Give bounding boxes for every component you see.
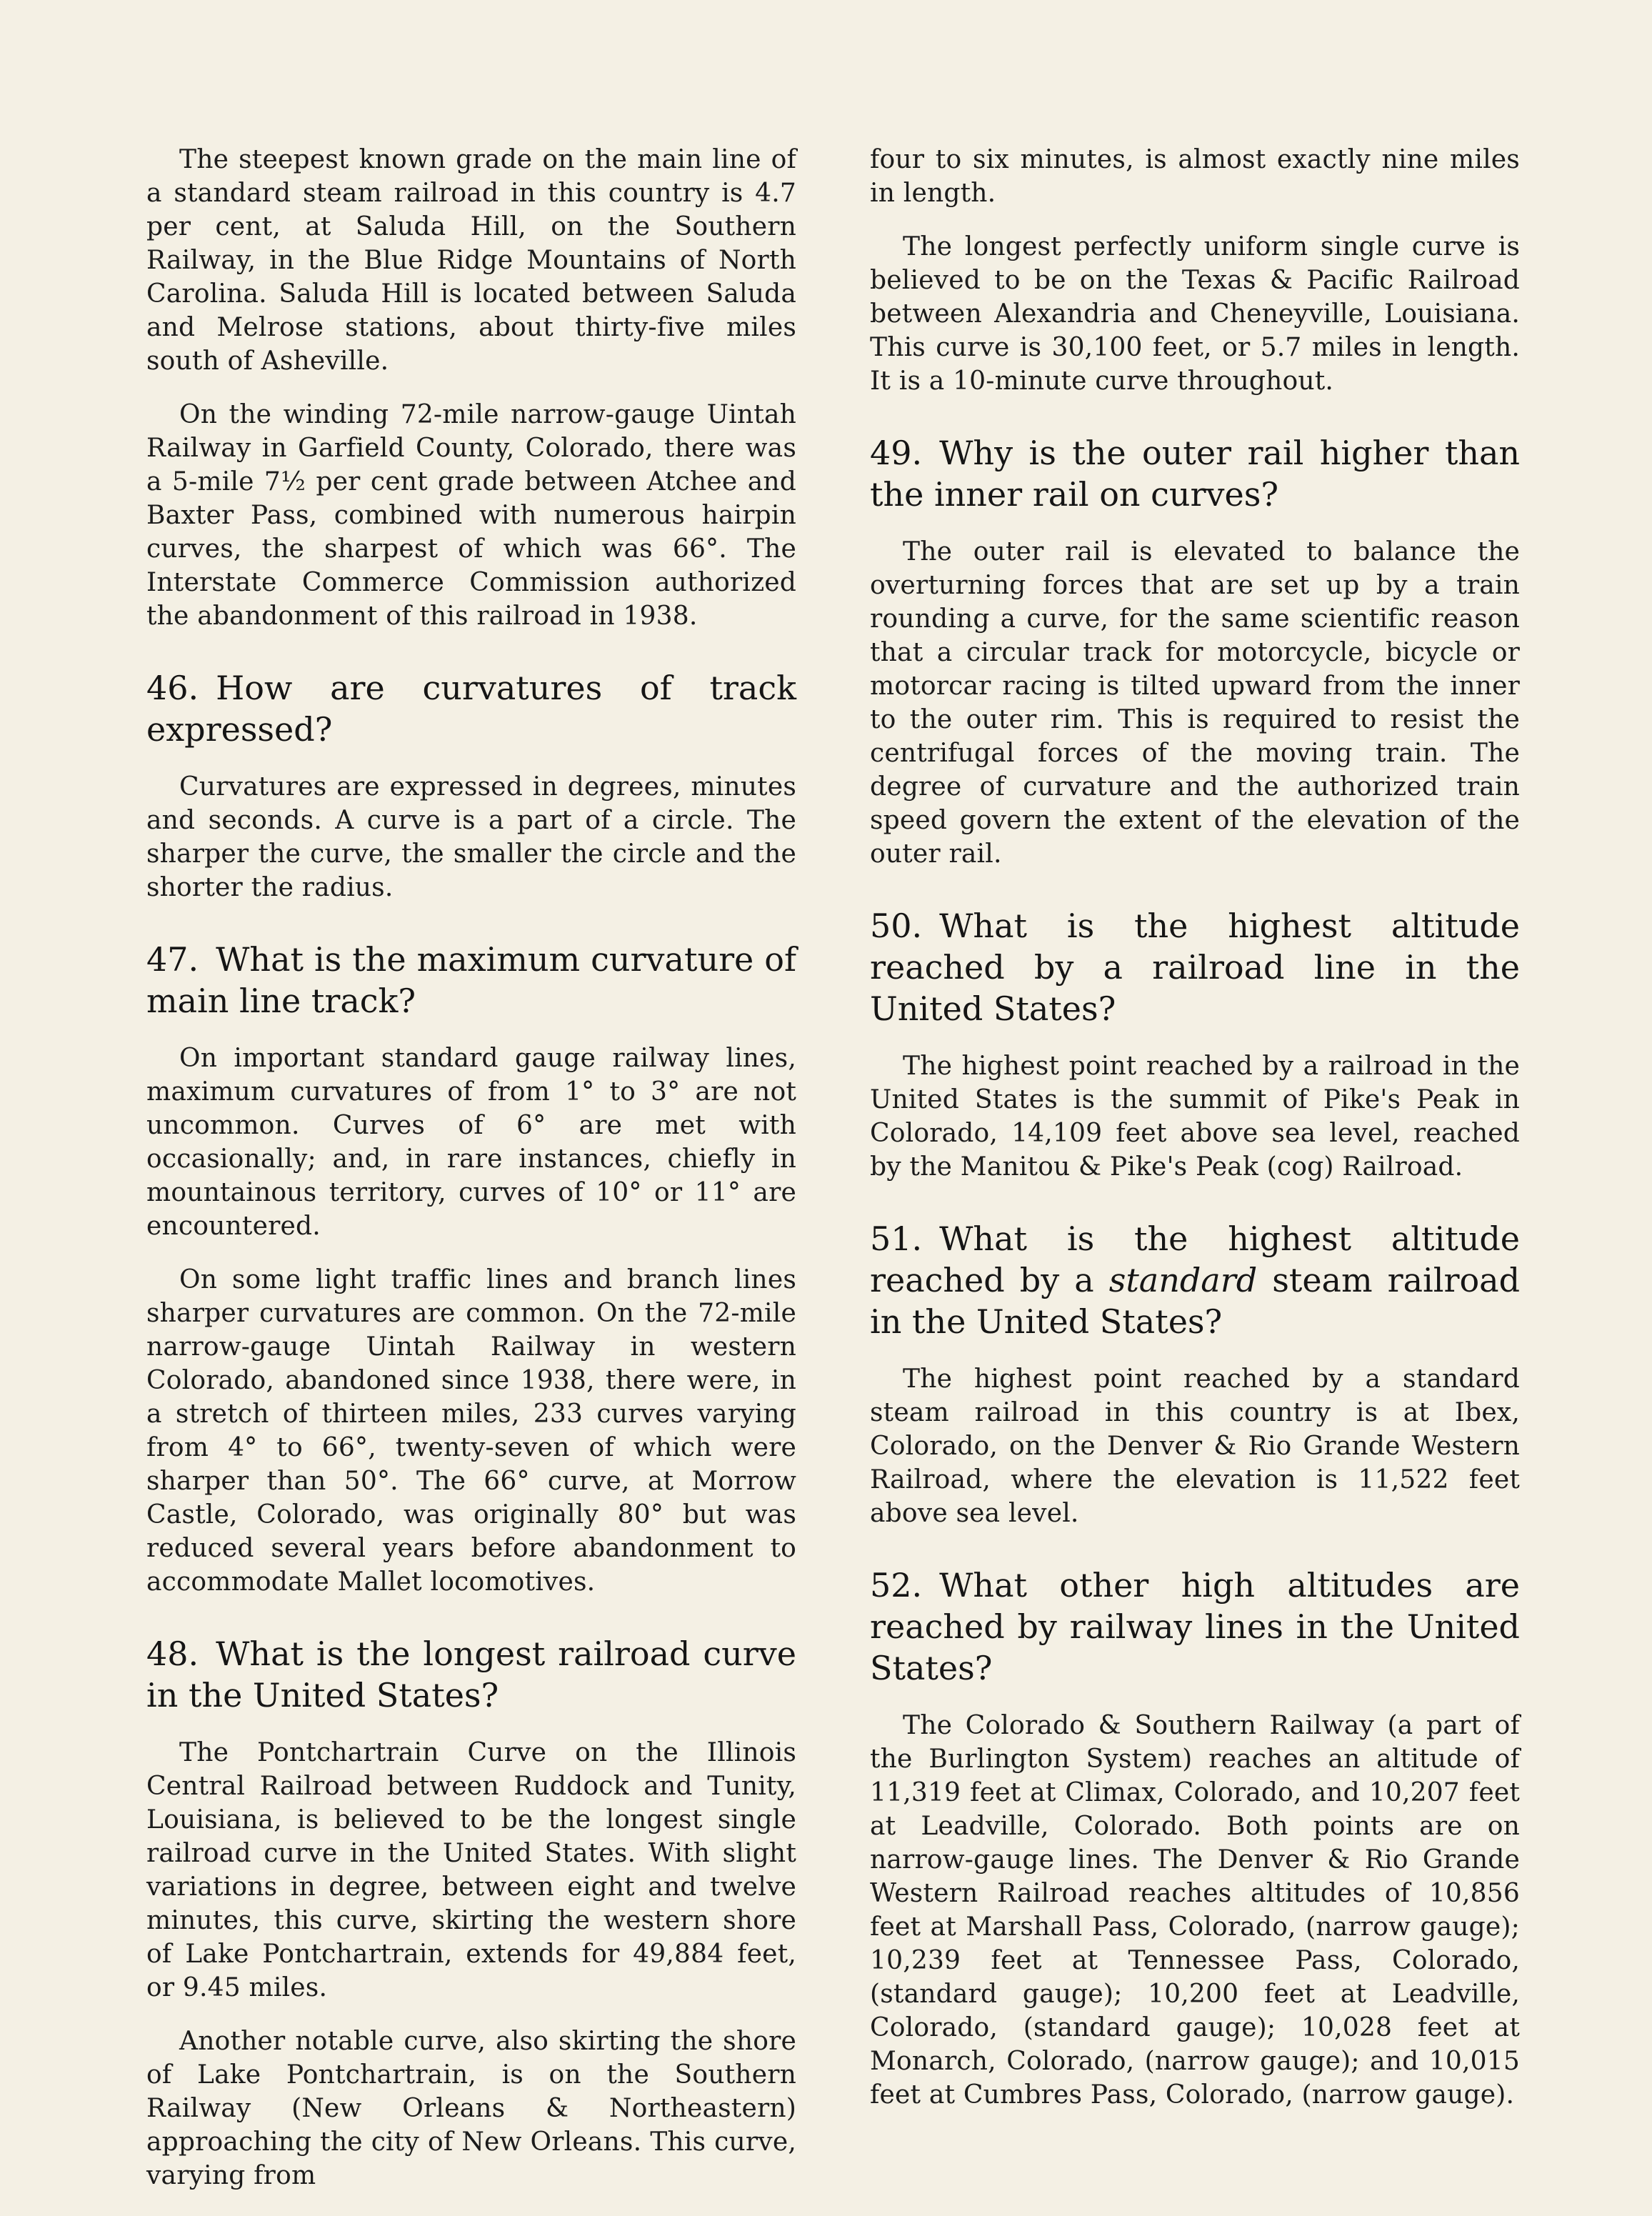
answer-52: The Colorado & Southern Railway (a part of the Burlington System) reaches an altitude of 11,319 feet at Climax, Colorado, and 10,207 feet at Leadville, Colorado. Both points are on narrow-gauge lines. The Denver & Rio Grande Western Railroad reaches altitudes of 10,856 feet at Marshall Pass, Colorado, (narrow gauge); 10,239 feet at Tennessee Pass, Colorado, (standard gauge); 10,200 feet at Leadville, Colorado, (standard gauge); 10,028 feet at Monarch, Colorado, (narrow gauge); and 10,015 feet at Cumbres Pass, Colorado, (narrow gauge).: [870, 1711, 1520, 2110]
paragraph-continuation: four to six minutes, is almost exactly nine miles in length.: [870, 145, 1520, 208]
question-48-title: What is the longest railroad curve in the United States?: [146, 1634, 796, 1715]
question-47-number: 47.: [146, 940, 199, 979]
answer-48-part-1: The Pontchartrain Curve on the Illinois Central Railroad between Ruddock and Tunity, Louisiana, is believed to be the longest single railroad curve in the United States. With slight variations in degree, between eight and twelve minutes, this curve, skirting the western shore of Lake Pontchartrain, extends for 49,884 feet, or 9.45 miles.: [146, 1738, 796, 2002]
question-50-title: What is the highest altitude reached by a railroad line in the United States?: [870, 907, 1520, 1028]
answer-51: The highest point reached by a standard steam railroad in this country is at Ibex, Colorado, on the Denver & Rio Grande Western Railroad, where the elevation is 11,522 feet above sea level.: [870, 1364, 1520, 1528]
question-48-number: 48.: [146, 1634, 199, 1673]
answer-46: Curvatures are expressed in degrees, minutes and seconds. A curve is a part of a circle. The sharper the curve, the smaller the circle and the shorter the radius.: [146, 772, 796, 902]
question-49-heading: [870, 432, 1520, 515]
question-52-title: What other high altitudes are reached by railway lines in the United States?: [870, 1566, 1520, 1687]
question-51-number: 51.: [870, 1219, 923, 1258]
answer-47-part-2: On some light traffic lines and branch lines sharper curvatures are common. On the 72-mile narrow-gauge Uintah Railway in western Colorado, abandoned since 1938, there were, in a stretch of thirteen miles, 233 curves varying from 4° to 66°, twenty-seven of which were sharper than 50°. The 66° curve, at Morrow Castle, Colorado, was originally 80° but was reduced several years before abandonment to accommodate Mallet locomotives.: [146, 1265, 796, 1597]
question-46-title: How are curvatures of track expressed?: [146, 669, 796, 749]
paragraph-saluda-hill: The steepest known grade on the main line of a standard steam railroad in this country is 4.7 per cent, at Saluda Hill, on the Southern Railway, in the Blue Ridge Mountains of North Carolina. Saluda Hill is located between Saluda and Melrose stations, about thirty-five miles south of Asheville.: [146, 145, 796, 376]
left-column: [146, 143, 796, 2212]
answer-48-part-2: Another notable curve, also skirting the shore of Lake Pontchartrain, is on the Southern Railway (New Orleans & Northeastern) approaching the city of New Orleans. This curve, varying from: [146, 2027, 796, 2190]
question-50-number: 50.: [870, 907, 923, 945]
paragraph-texas-pacific-curve: The longest perfectly uniform single curve is believed to be on the Texas & Pacific Railroad between Alexandria and Cheneyville, Louisiana. This curve is 30,100 feet, or 5.7 miles in length. It is a 10-minute curve throughout.: [870, 232, 1520, 396]
question-49-number: 49.: [870, 434, 923, 472]
question-52-number: 52.: [870, 1566, 923, 1604]
question-46-number: 46.: [146, 669, 199, 707]
answer-47-part-1: On important standard gauge railway lines, maximum curvatures of from 1° to 3° are not uncommon. Curves of 6° are met with occasionally; and, in rare instances, chiefly in mountainous territory, curves of 10° or 11° are encountered.: [146, 1044, 796, 1241]
question-50-heading: [870, 905, 1520, 1029]
question-47-title: What is the maximum curvature of main line track?: [146, 940, 796, 1020]
paragraph-uintah-grade: On the winding 72-mile narrow-gauge Uintah Railway in Garfield County, Colorado, there was a 5-mile 7½ per cent grade between Atchee and Baxter Pass, combined with numerous hairpin curves, the sharpest of which was 66°. The Interstate Commerce Commission authorized the abandonment of this railroad in 1938.: [146, 400, 796, 631]
question-48-heading: [146, 1633, 796, 1716]
question-51-heading: [870, 1218, 1520, 1342]
question-52-heading: [870, 1564, 1520, 1689]
right-column: [870, 143, 1520, 2132]
answer-50: The highest point reached by a railroad in the United States is the summit of Pike's Peak in Colorado, 14,109 feet above sea level, reached by the Manitou & Pike's Peak (cog) Railroad.: [870, 1052, 1520, 1182]
question-51-title-start: What is the highest altitude reached by a: [870, 1219, 1520, 1299]
question-51-title-end: steam railroad in the United States?: [870, 1261, 1521, 1341]
question-46-heading: [146, 667, 796, 750]
question-51-title-italic: standard: [1108, 1261, 1258, 1299]
question-47-heading: [146, 939, 796, 1022]
answer-49: The outer rail is elevated to balance the overturning forces that are set up by a train rounding a curve, for the same scientific reason that a circular track for motorcycle, bicycle or motorcar racing is tilted upward from the inner to the outer rim. This is required to resist the centrifugal forces of the moving train. The degree of curvature and the authorized train speed govern the extent of the elevation of the outer rail.: [870, 537, 1520, 869]
question-49-title: Why is the outer rail higher than the inner rail on curves?: [870, 434, 1520, 514]
